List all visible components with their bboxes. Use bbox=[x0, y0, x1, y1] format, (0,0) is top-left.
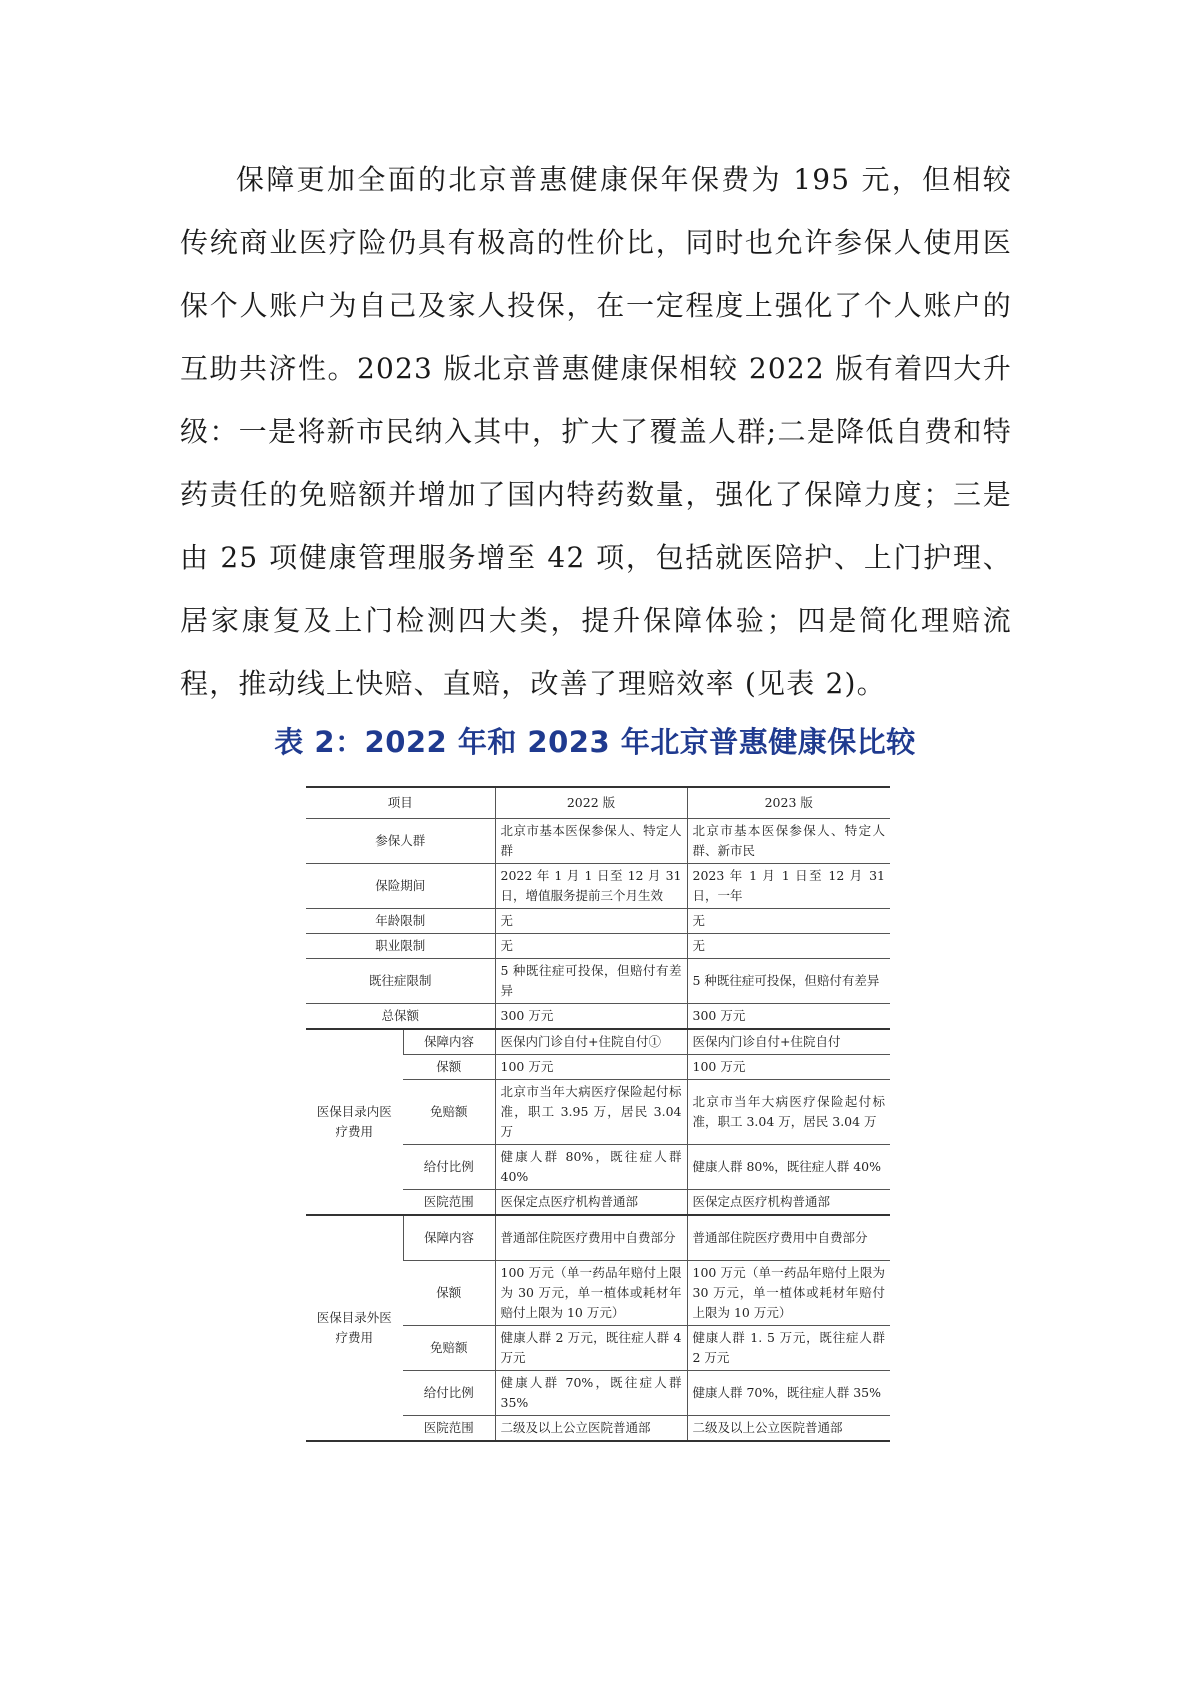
cell-2023: 健康人群 70%，既往症人群 35% bbox=[687, 1371, 890, 1416]
row-label: 既往症限制 bbox=[306, 959, 495, 1004]
cell-2023: 5 种既往症可投保，但赔付有差异 bbox=[687, 959, 890, 1004]
cell-2022: 300 万元 bbox=[495, 1004, 687, 1030]
cell-2023: 二级及以上公立医院普通部 bbox=[687, 1416, 890, 1442]
row-label: 职业限制 bbox=[306, 934, 495, 959]
body-paragraph: 保障更加全面的北京普惠健康保年保费为 195 元，但相较传统商业医疗险仍具有极高的性价比，同时也允许参保人使用医保个人账户为自己及家人投保，在一定程度上强化了个人账户的互助共济性。2023 版北京普惠健康保相较 2022 版有着四大升级：一是将新市民纳入其中，扩大了覆盖人群;二是降低自费和特药责任的免赔额并增加了国内特药数量，强化了保障力度；三是由 25 项健康管理服务增至 42 项，包括就医陪护、上门护理、居家康复及上门检测四大类，提升保障体验；四是简化理赔流程，推动线上快赔、直赔，改善了理赔效率 (见表 2)。 bbox=[180, 163, 1012, 700]
cell-2023: 医保定点医疗机构普通部 bbox=[687, 1190, 890, 1216]
row-label: 保额 bbox=[403, 1261, 495, 1326]
row-label: 免赔额 bbox=[403, 1326, 495, 1371]
header-2022: 2022 版 bbox=[495, 787, 687, 819]
cell-2022: 北京市基本医保参保人、特定人群 bbox=[495, 819, 687, 864]
header-item: 项目 bbox=[306, 787, 495, 819]
row-label: 免赔额 bbox=[403, 1080, 495, 1145]
cell-2022: 医保内门诊自付+住院自付① bbox=[495, 1029, 687, 1055]
cell-2022: 2022 年 1 月 1 日至 12 月 31 日，增值服务提前三个月生效 bbox=[495, 864, 687, 909]
cell-2023: 普通部住院医疗费用中自费部分 bbox=[687, 1215, 890, 1261]
cell-2023: 无 bbox=[687, 909, 890, 934]
row-label: 医院范围 bbox=[403, 1416, 495, 1442]
cell-2022: 健康人群 80%，既往症人群 40% bbox=[495, 1145, 687, 1190]
cell-2022: 二级及以上公立医院普通部 bbox=[495, 1416, 687, 1442]
row-label: 参保人群 bbox=[306, 819, 495, 864]
table-row bbox=[306, 1004, 890, 1030]
cell-2023: 100 万元（单一药品年赔付上限为 30 万元，单一植体或耗材年赔付上限为 10 万元） bbox=[687, 1261, 890, 1326]
group-label-in-catalog: 医保目录内医疗费用 bbox=[306, 1029, 403, 1215]
table-row bbox=[306, 959, 890, 1004]
cell-2022: 100 万元（单一药品年赔付上限为 30 万元，单一植体或耗材年赔付上限为 10 万元） bbox=[495, 1261, 687, 1326]
cell-2022: 北京市当年大病医疗保险起付标准，职工 3.95 万，居民 3.04 万 bbox=[495, 1080, 687, 1145]
cell-2022: 100 万元 bbox=[495, 1055, 687, 1080]
row-label: 给付比例 bbox=[403, 1145, 495, 1190]
cell-2022: 健康人群 2 万元，既往症人群 4 万元 bbox=[495, 1326, 687, 1371]
table-header-row bbox=[306, 787, 890, 819]
cell-2023: 北京市当年大病医疗保险起付标准，职工 3.04 万，居民 3.04 万 bbox=[687, 1080, 890, 1145]
header-2023: 2023 版 bbox=[687, 787, 890, 819]
row-label: 保障内容 bbox=[403, 1029, 495, 1055]
row-label: 医院范围 bbox=[403, 1190, 495, 1216]
cell-2023: 无 bbox=[687, 934, 890, 959]
row-label: 保险期间 bbox=[306, 864, 495, 909]
row-label: 保障内容 bbox=[403, 1215, 495, 1261]
cell-2022: 5 种既往症可投保，但赔付有差异 bbox=[495, 959, 687, 1004]
cell-2022: 无 bbox=[495, 934, 687, 959]
table-title: 表 2：2022 年和 2023 年北京普惠健康保比较 bbox=[274, 725, 916, 759]
group-label-out-catalog: 医保目录外医疗费用 bbox=[306, 1215, 403, 1441]
comparison-table bbox=[306, 786, 890, 1442]
cell-2023: 2023 年 1 月 1 日至 12 月 31 日，一年 bbox=[687, 864, 890, 909]
row-label: 年龄限制 bbox=[306, 909, 495, 934]
row-label: 总保额 bbox=[306, 1004, 495, 1030]
cell-2022: 健康人群 70%，既往症人群 35% bbox=[495, 1371, 687, 1416]
cell-2022: 医保定点医疗机构普通部 bbox=[495, 1190, 687, 1216]
table-row bbox=[306, 1215, 890, 1261]
cell-2023: 健康人群 1. 5 万元，既往症人群 2 万元 bbox=[687, 1326, 890, 1371]
row-label: 保额 bbox=[403, 1055, 495, 1080]
cell-2023: 北京市基本医保参保人、特定人群、新市民 bbox=[687, 819, 890, 864]
table-row bbox=[306, 934, 890, 959]
cell-2023: 300 万元 bbox=[687, 1004, 890, 1030]
cell-2023: 健康人群 80%，既往症人群 40% bbox=[687, 1145, 890, 1190]
cell-2023: 医保内门诊自付+住院自付 bbox=[687, 1029, 890, 1055]
cell-2022: 无 bbox=[495, 909, 687, 934]
cell-2022: 普通部住院医疗费用中自费部分 bbox=[495, 1215, 687, 1261]
table-row bbox=[306, 864, 890, 909]
row-label: 给付比例 bbox=[403, 1371, 495, 1416]
table-row bbox=[306, 819, 890, 864]
cell-2023: 100 万元 bbox=[687, 1055, 890, 1080]
table-row bbox=[306, 1029, 890, 1055]
table-row bbox=[306, 909, 890, 934]
